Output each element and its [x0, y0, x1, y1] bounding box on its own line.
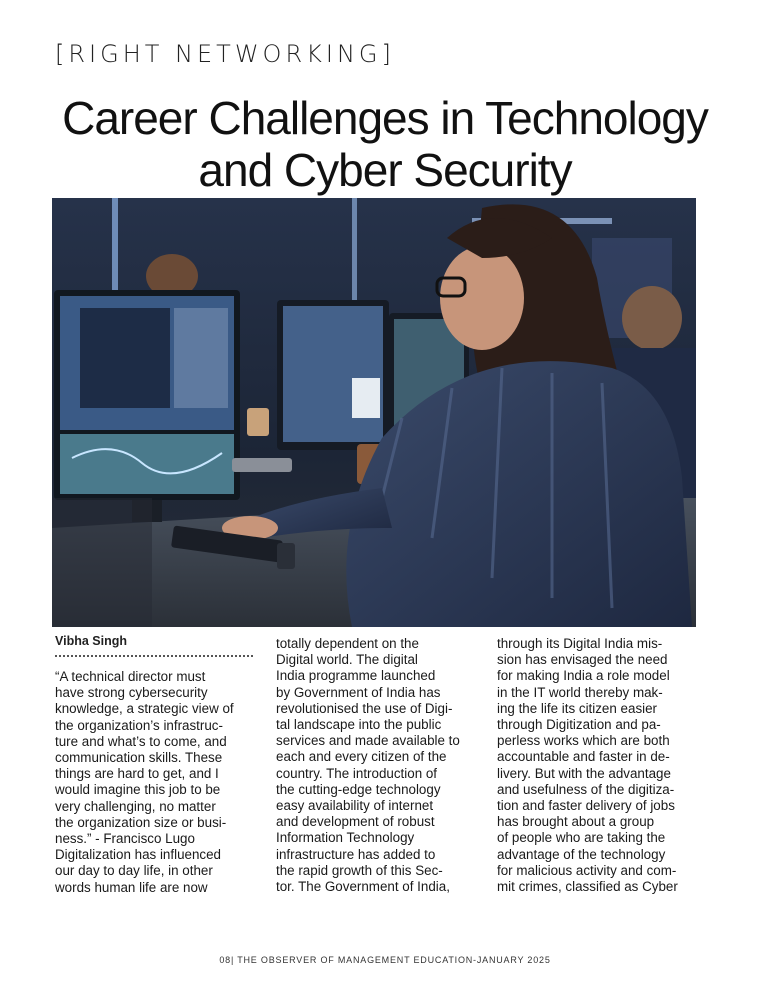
text-line: India programme launched — [276, 668, 436, 684]
text-line: words human life are now — [55, 879, 208, 895]
text-line: tal landscape into the public — [276, 717, 442, 733]
text-line: infrastructure has added to — [276, 846, 436, 862]
text-line: accountable and faster in de- — [497, 749, 670, 765]
headline-line-1: Career Challenges in Technology — [62, 92, 708, 144]
text-line: Information Technology — [276, 830, 415, 846]
text-line: and development of robust — [276, 814, 435, 830]
text-line: Digitalization has influenced — [55, 847, 221, 863]
text-line: each and every citizen of the — [276, 749, 447, 765]
text-line: very challenging, no matter — [55, 798, 216, 814]
headline-line-2: and Cyber Security — [198, 144, 572, 196]
text-line: by Government of India has — [276, 684, 441, 700]
text-line: has brought about a group — [497, 814, 655, 830]
text-line: through its Digital India mis- — [497, 636, 663, 651]
section-tag: [RIGHT NETWORKING] — [55, 40, 395, 68]
text-line: the organization size or busi- — [55, 814, 227, 830]
text-line: country. The introduction of — [276, 765, 438, 781]
text-line: totally dependent on the — [276, 636, 419, 651]
text-line: sion has envisaged the need — [497, 652, 668, 668]
text-line: Digital world. The digital — [276, 652, 418, 668]
text-line: knowledge, a strategic view of — [55, 701, 234, 717]
text-line: in the IT world thereby mak- — [497, 684, 663, 700]
text-line: would imagine this job to be — [55, 782, 221, 798]
text-line: have strong cybersecurity — [55, 685, 208, 701]
author-divider — [55, 655, 253, 657]
text-line: easy availability of internet — [276, 798, 434, 814]
article-column-1 — [55, 669, 234, 896]
article-column-3 — [497, 636, 678, 895]
text-line: tor. The Government of India, — [276, 879, 450, 895]
text-line: for malicious activity and com- — [497, 862, 677, 878]
text-line: services and made available to — [276, 733, 460, 749]
text-line: ture and what’s to come, and — [55, 733, 227, 749]
text-line: ness.” - Francisco Lugo — [55, 831, 195, 847]
text-line: the cutting-edge technology — [276, 781, 441, 797]
text-line: for making India a role model — [497, 668, 670, 684]
text-line: revolutionised the use of Digi- — [276, 700, 453, 716]
author-byline: Vibha Singh — [55, 634, 127, 648]
text-line: the organization’s infrastruc- — [55, 717, 223, 733]
text-line: ing the life its citizen easier — [497, 700, 658, 716]
text-line: things are hard to get, and I — [55, 766, 219, 782]
article-column-2 — [276, 636, 460, 895]
text-line: through Digitization and pa- — [497, 717, 661, 733]
text-line: livery. But with the advantage — [497, 765, 671, 781]
text-line: and usefulness of the digitiza- — [497, 781, 675, 797]
hero-photo — [52, 198, 696, 627]
text-line: the rapid growth of this Sec- — [276, 862, 443, 878]
text-line: our day to day life, in other — [55, 863, 213, 879]
text-line: of people who are taking the — [497, 830, 666, 846]
text-line: communication skills. These — [55, 750, 223, 766]
text-line: tion and faster delivery of jobs — [497, 798, 675, 814]
page-footer: 08| THE OBSERVER OF MANAGEMENT EDUCATION-JANUARY 2025 — [219, 955, 551, 965]
text-line: mit crimes, classified as Cyber — [497, 879, 678, 895]
text-line: perless works which are both — [497, 733, 670, 749]
text-line: “A technical director must — [55, 669, 206, 684]
article-headline — [40, 92, 730, 196]
text-line: advantage of the technology — [497, 846, 666, 862]
